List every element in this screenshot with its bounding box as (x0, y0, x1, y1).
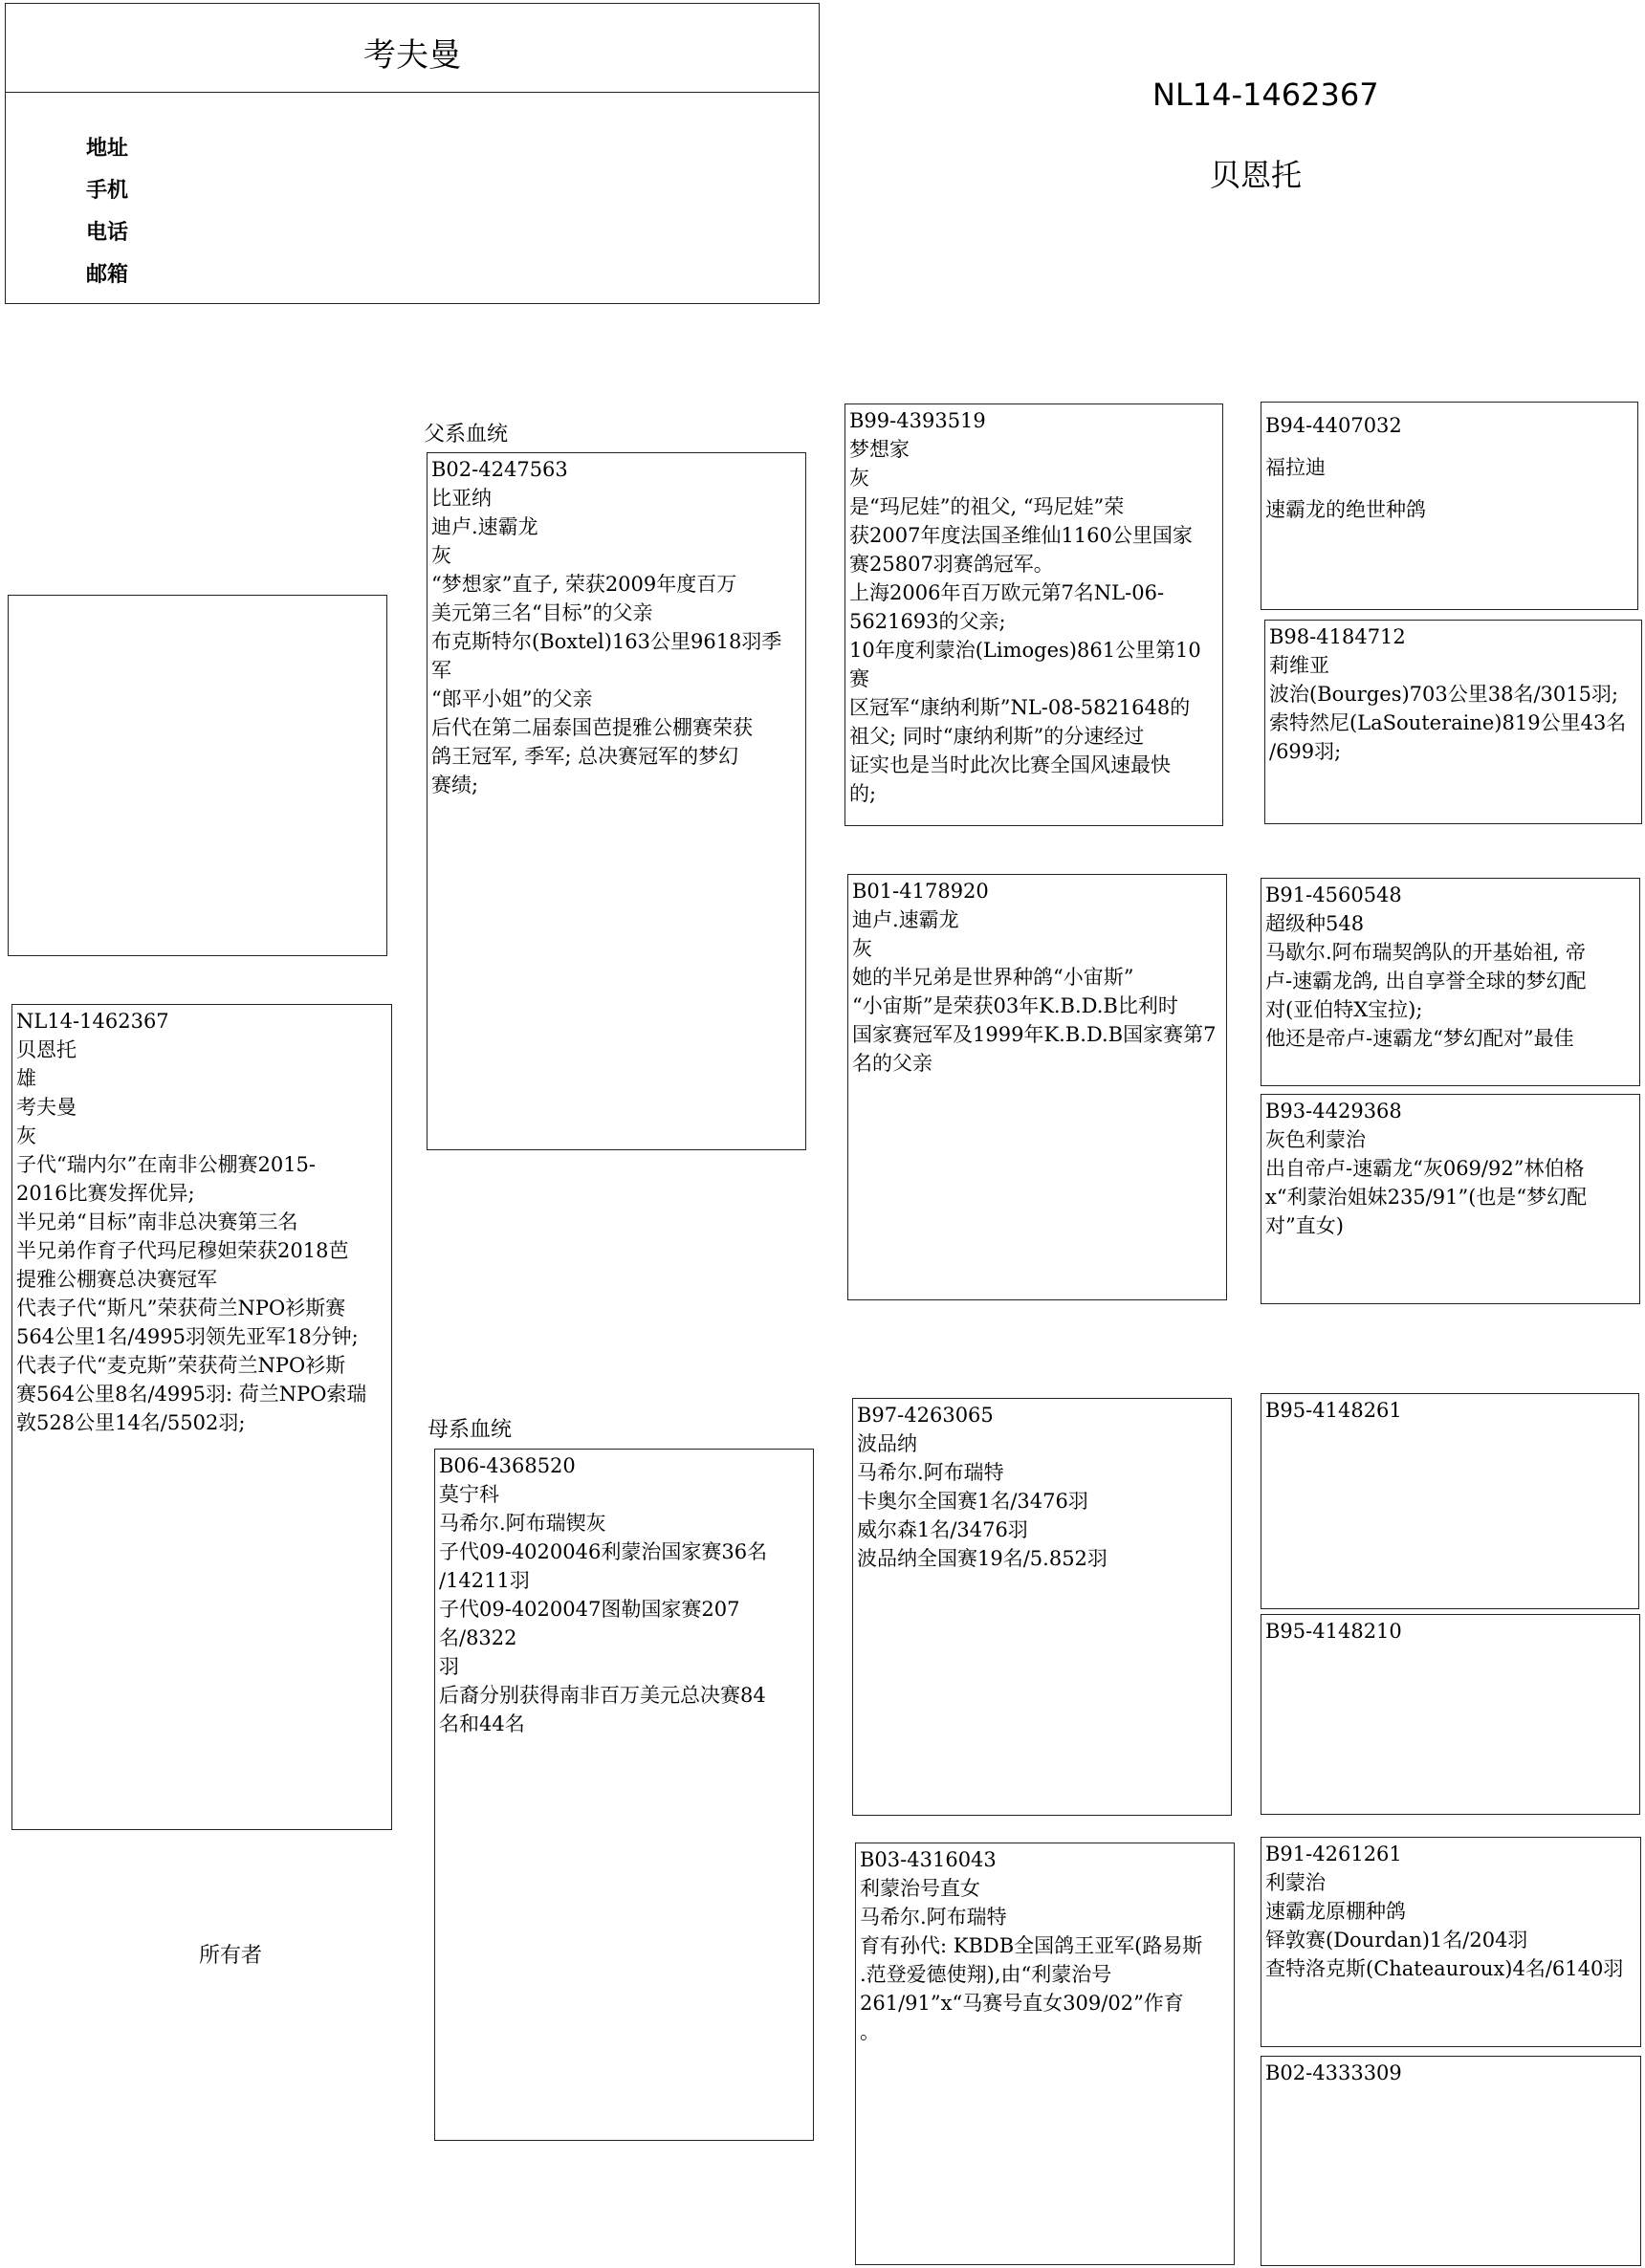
ring-number: B98-4184712 (1269, 625, 1406, 648)
dam-line-label: 母系血统 (428, 1418, 513, 1442)
pedigree-text-line: 梦想家 (849, 438, 910, 461)
header-ring-number: NL14-1462367 (1152, 76, 1379, 113)
pedigree-text-line: /699羽; (1269, 740, 1342, 763)
pedigree-text-line: 灰色利蒙治 (1265, 1128, 1366, 1151)
pedigree-text-line: 鸽王冠军, 季军; 总决赛冠军的梦幻 (431, 745, 739, 768)
pedigree-text-line: 。 (860, 2020, 880, 2043)
sire-box (427, 452, 806, 1150)
ring-number: NL14-1462367 (16, 1010, 169, 1033)
pedigree-text-line: 代表子代“麦克斯”荣获荷兰NPO衫斯 (16, 1354, 346, 1377)
pedigree-text-line: 代表子代“斯凡”荣获荷兰NPO衫斯赛 (16, 1297, 346, 1319)
pedigree-text-line: “梦想家”直子, 荣获2009年度百万 (431, 573, 737, 596)
sdd-box (1261, 1094, 1640, 1304)
ring-number: B06-4368520 (439, 1454, 576, 1477)
pedigree-text-line: 速霸龙原棚种鸽 (1265, 1900, 1406, 1923)
pedigree-text-line: 育有孙代: KBDB全国鸽王亚军(路易斯 (860, 1934, 1203, 1957)
dsd-box (1261, 1614, 1640, 1815)
pedigree-text-line: 迪卢.速霸龙 (431, 515, 538, 538)
pedigree-text-line: “小宙斯”是荣获03年K.B.D.B比利时 (852, 994, 1178, 1017)
pedigree-text-line: 名的父亲 (852, 1052, 932, 1075)
ring-number: B01-4178920 (852, 880, 989, 903)
dam-dam-box (855, 1843, 1235, 2265)
pedigree-text-line: 261/91”x“马赛号直女309/02”作育 (860, 1992, 1184, 2015)
pedigree-text-line: 比亚纳 (431, 487, 492, 510)
pedigree-text-line: 赛绩; (431, 774, 479, 796)
pedigree-text-line: 卡奥尔全国赛1名/3476羽 (857, 1490, 1088, 1513)
pedigree-text-line: 对”直女) (1265, 1214, 1344, 1237)
pedigree-text-line: 贝恩托 (16, 1038, 77, 1061)
contact-mobile-label: 手机 (86, 179, 129, 203)
pedigree-text-line: 羽 (439, 1655, 459, 1678)
pedigree-text-line: 后裔分别获得南非百万美元总决赛84 (439, 1684, 766, 1707)
pedigree-text-line: x“利蒙治姐妹235/91”(也是“梦幻配 (1265, 1186, 1588, 1209)
pedigree-text-line: 赛564公里8名/4995羽: 荷兰NPO索瑞 (16, 1383, 367, 1406)
subject-bird-box (11, 1004, 392, 1830)
sds-box (1261, 878, 1640, 1086)
pedigree-text-line: 雄 (16, 1067, 36, 1090)
pedigree-text-line: 2016比赛发挥优异; (16, 1182, 195, 1205)
pedigree-text-line: 威尔森1名/3476羽 (857, 1518, 1028, 1541)
pedigree-text-line: 超级种548 (1265, 912, 1365, 935)
pedigree-text-line: 上海2006年百万欧元第7名NL-06- (849, 581, 1165, 604)
pedigree-text-line: 是“玛尼娃”的祖父, “玛尼娃”荣 (849, 495, 1125, 518)
pedigree-text-line: 提雅公棚赛总决赛冠军 (16, 1268, 217, 1291)
pedigree-text-line: 灰 (16, 1124, 36, 1147)
pedigree-text-line: 马希尔.阿布瑞锲灰 (439, 1512, 606, 1535)
pedigree-text-line: 灰 (849, 467, 869, 490)
pedigree-text-line: 获2007年度法国圣维仙1160公里国家 (849, 524, 1193, 547)
pedigree-text-line: 莉维亚 (1269, 654, 1329, 677)
pedigree-text-line: 半兄弟“目标”南非总决赛第三名 (16, 1210, 298, 1233)
dam-box (434, 1449, 814, 2141)
pedigree-text-line: 证实也是当时此次比赛全国风速最快 (849, 753, 1171, 776)
pedigree-text-line: 铎敦赛(Dourdan)1名/204羽 (1265, 1929, 1528, 1952)
pedigree-text-line: 出自帝卢-速霸龙“灰069/92”林伯格 (1265, 1157, 1585, 1180)
pedigree-text-line: 迪卢.速霸龙 (852, 908, 959, 931)
ring-number: B91-4560548 (1265, 883, 1402, 906)
pedigree-text-line: 美元第三名“目标”的父亲 (431, 601, 653, 624)
dss-box (1261, 1393, 1639, 1609)
pedigree-text-line: 5621693的父亲; (849, 610, 1006, 633)
pedigree-text-line: 名和44名 (439, 1712, 525, 1735)
pedigree-text-line: 查特洛克斯(Chateauroux)4名/6140羽 (1265, 1957, 1624, 1980)
dds-box (1261, 1837, 1641, 2047)
ring-number: B03-4316043 (860, 1848, 997, 1871)
pedigree-text-line: 赛25807羽赛鸽冠军。 (849, 553, 1054, 576)
pedigree-text-line: 祖父; 同时“康纳利斯”的分速经过 (849, 725, 1145, 748)
pedigree-text-line: 的; (849, 782, 877, 805)
owner-name: 考夫曼 (363, 36, 461, 75)
pedigree-text-line: .范登爱德使翔),由“利蒙治号 (860, 1963, 1112, 1986)
pedigree-text-line: 布克斯特尔(Boxtel)163公里9618羽季军 (431, 630, 782, 682)
owner-title-row (6, 4, 819, 93)
pedigree-text-line: 波品纳全国赛19名/5.852羽 (857, 1547, 1108, 1570)
pedigree-text-line: 灰 (431, 544, 451, 567)
photo-frame (8, 595, 387, 956)
dam-sire-box (852, 1398, 1232, 1816)
contact-email-label: 邮箱 (86, 263, 129, 287)
pedigree-text-line: 他还是帝卢-速霸龙“梦幻配对”最佳 (1265, 1027, 1574, 1050)
ring-number: B97-4263065 (857, 1404, 994, 1427)
pedigree-text-line: 速霸龙的绝世种鸽 (1265, 498, 1426, 521)
pedigree-text-line: 波品纳 (857, 1432, 917, 1455)
ring-number: B93-4429368 (1265, 1100, 1402, 1123)
sire-line-label: 父系血统 (424, 423, 509, 447)
sss-box (1261, 402, 1638, 610)
pedigree-text-line: 敦528公里14名/5502羽; (16, 1411, 246, 1434)
pedigree-text-line: 她的半兄弟是世界种鸽“小宙斯” (852, 966, 1134, 989)
header-bird-name: 贝恩托 (1210, 157, 1303, 193)
owner-info-box (5, 3, 820, 304)
pedigree-text-line: 10年度利蒙治(Limoges)861公里第10赛 (849, 639, 1201, 690)
pedigree-text-line: 马希尔.阿布瑞特 (860, 1906, 1007, 1929)
pedigree-text-line: 莫宁科 (439, 1483, 499, 1506)
pedigree-text-line: /14211羽 (439, 1569, 530, 1592)
ssd-box (1264, 620, 1642, 824)
ddd-box (1261, 2056, 1641, 2266)
owner-label: 所有者 (199, 1944, 263, 1968)
ring-number: B94-4407032 (1265, 414, 1402, 437)
pedigree-text-line: 子代“瑞内尔”在南非公棚赛2015- (16, 1153, 317, 1176)
pedigree-text-line: 灰 (852, 937, 872, 960)
pedigree-text-line: 福拉迪 (1265, 456, 1326, 479)
ring-number: B02-4247563 (431, 458, 568, 481)
pedigree-text-line: 考夫曼 (16, 1096, 77, 1119)
sire-dam-box (847, 874, 1227, 1300)
ring-number: B95-4148261 (1265, 1399, 1402, 1422)
pedigree-text-line: 波治(Bourges)703公里38名/3015羽; (1269, 683, 1619, 706)
ring-number: B99-4393519 (849, 409, 986, 432)
contact-phone-label: 电话 (86, 221, 129, 245)
pedigree-text-line: 国家赛冠军及1999年K.B.D.B国家赛第7 (852, 1023, 1217, 1046)
pedigree-text-line: 索特然尼(LaSouteraine)819公里43名 (1269, 711, 1627, 734)
pedigree-text-line: 利蒙治 (1265, 1871, 1326, 1894)
pedigree-text-line: 子代09-4020046利蒙治国家赛36名 (439, 1540, 768, 1563)
pedigree-text-line: 利蒙治号直女 (860, 1877, 980, 1900)
pedigree-text-line: “郎平小姐”的父亲 (431, 687, 593, 710)
pedigree-text-line: 卢-速霸龙鸽, 出自享誉全球的梦幻配 (1265, 970, 1587, 992)
pedigree-text-line: 半兄弟作育子代玛尼穆妲荣获2018芭 (16, 1239, 349, 1262)
ring-number: B91-4261261 (1265, 1843, 1402, 1865)
ring-number: B95-4148210 (1265, 1620, 1402, 1643)
pedigree-text-line: 马希尔.阿布瑞特 (857, 1461, 1004, 1484)
contact-address-label: 地址 (86, 137, 129, 161)
pedigree-text-line: 564公里1名/4995羽领先亚军18分钟; (16, 1325, 359, 1348)
ring-number: B02-4333309 (1265, 2061, 1402, 2084)
pedigree-text-line: 对(亚伯特X宝拉); (1265, 998, 1423, 1021)
pedigree-text-line: 马歇尔.阿布瑞契鸽队的开基始祖, 帝 (1265, 941, 1587, 964)
sire-sire-box (844, 403, 1223, 826)
pedigree-text-line: 后代在第二届泰国芭提雅公棚赛荣获 (431, 716, 753, 739)
pedigree-text-line: 区冠军“康纳利斯”NL-08-5821648的 (849, 696, 1191, 719)
pedigree-text-line: 子代09-4020047图勒国家赛207名/8322 (439, 1598, 740, 1649)
